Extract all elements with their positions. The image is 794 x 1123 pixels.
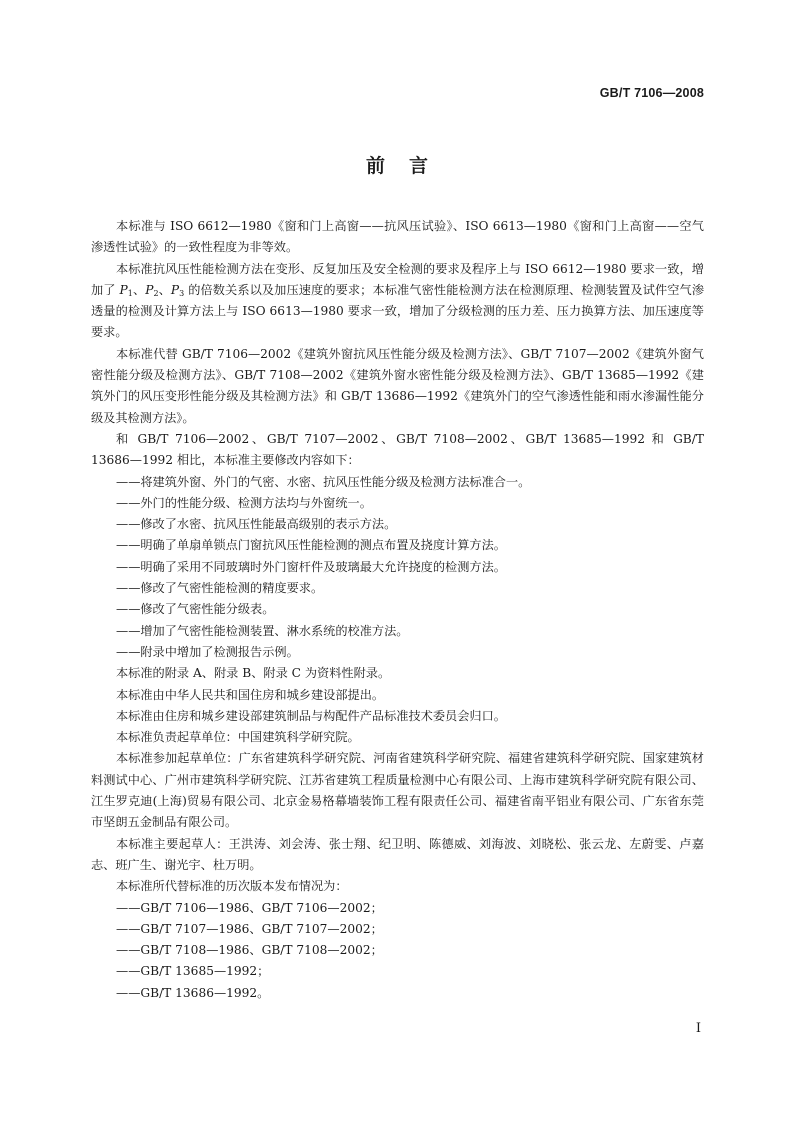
- list-item: ——修改了气密性能分级表。: [116, 602, 275, 617]
- list-item: ——GB/T 7106—1986、GB/T 7106—2002；: [116, 900, 383, 915]
- subscript: 1: [127, 288, 133, 298]
- standard-number: GB/T 7106—2008: [599, 86, 704, 100]
- paragraph: 本标准负责起草单位：中国建筑科学研究院。: [116, 730, 360, 745]
- paragraph: 和 GB/T 7106—2002、GB/T 7107—2002、GB/T 7108—2002、GB/T 13685—1992 和 GB/T 13686—1992 相比，本标准主要修改内容如下：: [91, 431, 704, 468]
- page-title: 前言: [365, 155, 452, 177]
- symbol-p: P: [145, 282, 154, 297]
- list-item: ——增加了气密性能检测装置、淋水系统的校准方法。: [116, 623, 409, 638]
- separator: 、: [132, 282, 146, 297]
- page-number: I: [695, 1021, 701, 1036]
- paragraph: 本标准代替 GB/T 7106—2002《建筑外窗抗风压性能分级及检测方法》、GB/T 7107—2002《建筑外窗气密性能分级及检测方法》、GB/T 7108—2002《建筑外窗水密性能分级及检测方法》、GB/T 13685—1992《建筑外门的风压变形性能分级及其检测方法》和 GB/T 13686—1992《建筑外门的空气渗透性能和雨水渗漏性能分级及其检测方法》。: [91, 346, 704, 425]
- list-item: ——GB/T 7108—1986、GB/T 7108—2002；: [116, 943, 383, 958]
- list-item: ——GB/T 7107—1986、GB/T 7107—2002；: [116, 921, 383, 936]
- foreword-body: [91, 216, 704, 1004]
- subscript: 3: [179, 288, 185, 298]
- list-item: ——将建筑外窗、外门的气密、水密、抗风压性能分级及检测方法标准合一。: [116, 474, 531, 489]
- paragraph: 本标准所代替标准的历次版本发布情况为：: [116, 879, 348, 894]
- paragraph-text: 本标准抗风压性能检测方法在变形、反复加压及安全检测的要求及程序上与 ISO 6612—1980 要求一致，增加了: [91, 261, 704, 297]
- separator: 、: [158, 282, 171, 297]
- subscript: 2: [153, 288, 159, 298]
- symbol-p: P: [170, 282, 180, 297]
- list-item: ——GB/T 13686—1992。: [116, 985, 270, 1000]
- paragraph: 本标准由住房和城乡建设部建筑制品与构配件产品标准技术委员会归口。: [116, 708, 506, 723]
- paragraph-text: 的倍数关系以及加压速度的要求；本标准气密性能检测方法在检测原理、检测装置及试件空气渗透量的检测及计算方法上与 ISO 6613—1980 要求一致，增加了分级检测的压力差、压力换算方法、加压速度等要求。: [91, 282, 705, 340]
- list-item: ——修改了水密、抗风压性能最高级别的表示方法。: [116, 517, 397, 532]
- list-item: ——明确了单扇单锁点门窗抗风压性能检测的测点布置及挠度计算方法。: [116, 538, 506, 553]
- list-item: ——外门的性能分级、检测方法均与外窗统一。: [116, 495, 372, 510]
- paragraph: 本标准参加起草单位：广东省建筑科学研究院、河南省建筑科学研究院、福建省建筑科学研究院、国家建筑材料测试中心、广州市建筑科学研究院、江苏省建筑工程质量检测中心有限公司、上海市建筑科学研究院有限公司、江生罗克迪(上海)贸易有限公司、北京金易格幕墙装饰工程有限责任公司、福建省南平铝业有限公司、广东省东莞市坚朗五金制品有限公司。: [91, 751, 704, 830]
- list-item: ——修改了气密性能检测的精度要求。: [116, 581, 324, 596]
- paragraph: 本标准的附录 A、附录 B、附录 C 为资料性附录。: [116, 666, 391, 681]
- paragraph: 本标准主要起草人：王洪涛、刘会涛、张士翔、纪卫明、陈德威、刘海波、刘晓松、张云龙、左蔚雯、卢嘉志、班广生、谢光宇、杜万明。: [91, 836, 704, 872]
- list-item: ——GB/T 13685—1992；: [116, 964, 270, 979]
- paragraph: 本标准由中华人民共和国住房和城乡建设部提出。: [116, 687, 385, 702]
- list-item: ——附录中增加了检测报告示例。: [116, 644, 299, 659]
- paragraph: 本标准与 ISO 6612—1980《窗和门上高窗——抗风压试验》、ISO 6613—1980《窗和门上高窗——空气渗透性试验》的一致性程度为非等效。: [91, 219, 704, 255]
- list-item: ——明确了采用不同玻璃时外门窗杆件及玻璃最大允许挠度的检测方法。: [116, 559, 506, 574]
- paragraph: [91, 259, 704, 344]
- symbol-p: P: [119, 282, 128, 297]
